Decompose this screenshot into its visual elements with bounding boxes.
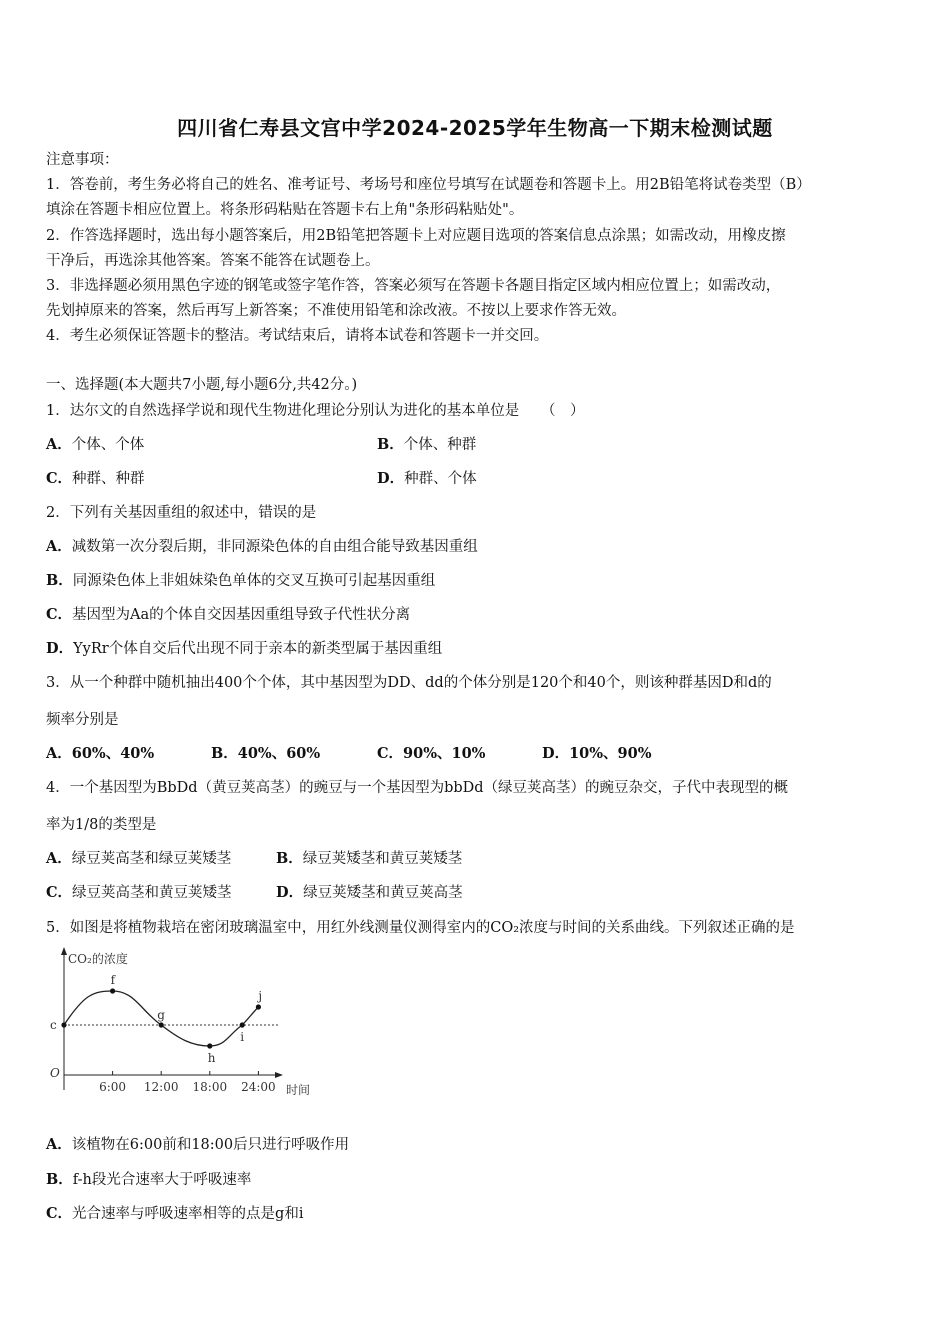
curve-point-f: [110, 988, 115, 993]
x-axis-arrow: [275, 1072, 283, 1078]
point-label-j: j: [258, 989, 263, 1003]
q3-option-c: C．90%、10%: [377, 745, 486, 762]
option-text: 个体、种群: [403, 437, 477, 453]
q4-option-a: [46, 849, 231, 869]
q1-option-b: [377, 435, 476, 455]
option-label: B．: [276, 850, 303, 867]
q2-option-d: [46, 639, 442, 659]
notice-line: 4．考生必须保证答题卡的整洁。考试结束后，请将本试卷和答题卡一并交回。: [46, 328, 549, 344]
option-label: C．: [46, 606, 73, 623]
curve-point-j: [256, 1004, 261, 1009]
question-1-stem: 1．达尔文的自然选择学说和现代生物进化理论分别认为进化的基本单位是 （ ）: [46, 403, 585, 419]
option-label: A．: [46, 436, 72, 453]
option-text: YyRr个体自交后代出现不同于亲本的新类型属于基因重组: [73, 641, 443, 657]
q3-option-b: B．40%、60%: [211, 745, 321, 762]
option-text: 基因型为Aa的个体自交因基因重组导致子代性状分离: [72, 607, 411, 623]
curve-point-h: [207, 1043, 212, 1048]
chart-axes: [50, 947, 310, 1097]
page-title: 四川省仁寿县文宫中学2024-2025学年生物高一下期末检测试题: [177, 116, 773, 140]
point-label-i: i: [240, 1030, 245, 1044]
q3-option-d: D．10%、90%: [542, 745, 652, 762]
q5-option-b: [46, 1170, 251, 1190]
curve-point-c: [61, 1022, 66, 1027]
option-label: A．: [46, 850, 72, 867]
question-2-stem: 2．下列有关基因重组的叙述中，错误的是: [46, 505, 317, 521]
y-axis-arrow: [61, 947, 67, 955]
x-axis-label: 时间: [286, 1083, 311, 1097]
option-label: A．: [46, 1136, 72, 1153]
notice-line: 2．作答选择题时，选出每小题答案后，用2B铅笔把答题卡上对应题目选项的答案信息点涂黑；如需改动，用橡皮擦: [46, 228, 786, 244]
q1-option-a: [46, 435, 144, 455]
q2-option-b: [46, 571, 435, 591]
notice-heading: 注意事项：: [46, 152, 119, 168]
point-label-f: f: [110, 973, 116, 987]
notice-line: 3．非选择题必须用黑色字迹的钢笔或签字笔作答，答案必须写在答题卡各题目指定区域内相应位置上；如需改动，: [46, 278, 781, 294]
option-text: 绿豆荚矮茎和黄豆荚高茎: [303, 885, 463, 901]
option-text: 绿豆荚矮茎和黄豆荚矮茎: [302, 851, 463, 867]
q1-option-c: [46, 469, 145, 489]
option-text: 绿豆荚高茎和绿豆荚矮茎: [71, 851, 232, 867]
q2-option-a: [46, 537, 478, 557]
x-tick-label: 6:00: [99, 1080, 127, 1094]
option-text: 减数第一次分裂后期，非同源染色体的自由组合能导致基因重组: [71, 539, 478, 555]
x-tick-label: 24:00: [241, 1080, 276, 1094]
q4-option-c: [46, 883, 232, 903]
section-heading: 一、选择题(本大题共7小题,每小题6分,共42分。): [46, 377, 358, 393]
q4-option-d: [276, 883, 463, 903]
option-text: 种群、种群: [72, 471, 145, 487]
curve-point-g: [159, 1022, 164, 1027]
q4-option-b: [276, 849, 462, 869]
option-text: 该植物在6:00前和18:00后只进行呼吸作用: [71, 1137, 350, 1153]
option-text: 个体、个体: [71, 437, 145, 453]
q2-option-c: [46, 605, 410, 625]
option-label: D．: [46, 640, 74, 657]
baseline-label: c: [50, 1018, 57, 1032]
option-label: A．: [46, 538, 72, 555]
curve-point-i: [240, 1022, 245, 1027]
notice-line: 干净后，再选涂其他答案。答案不能答在试题卷上。: [46, 253, 380, 269]
point-label-g: g: [157, 1008, 165, 1022]
co2-concentration-chart: [40, 945, 340, 1105]
option-text: f-h段光合速率大于呼吸速率: [72, 1172, 252, 1188]
option-label: D．: [377, 470, 405, 487]
x-tick-label: 18:00: [192, 1080, 228, 1094]
y-axis-label: CO₂的浓度: [68, 952, 128, 966]
option-text: 光合速率与呼吸速率相等的点是g和i: [72, 1206, 304, 1222]
x-tick-label: 12:00: [143, 1080, 179, 1094]
q1-option-d: [377, 469, 477, 489]
option-label: C．: [46, 470, 73, 487]
option-text: 绿豆荚高茎和黄豆荚矮茎: [72, 885, 232, 901]
option-label: B．: [46, 1171, 73, 1188]
notice-line: 1．答卷前，考生务必将自己的姓名、准考证号、考场号和座位号填写在试题卷和答题卡上。用2B铅笔将试卷类型（B）: [46, 177, 811, 193]
question-4-stem: 4．一个基因型为BbDd（黄豆荚高茎）的豌豆与一个基因型为bbDd（绿豆荚高茎）的豌豆杂交，子代中表现型的概: [46, 780, 789, 796]
option-label: B．: [46, 572, 73, 589]
q3-option-a: A．60%、40%: [46, 745, 155, 762]
question-4-stem-cont: 率为1/8的类型是: [46, 817, 157, 833]
option-label: B．: [377, 436, 404, 453]
option-text: 同源染色体上非姐妹染色单体的交叉互换可引起基因重组: [72, 573, 436, 589]
option-label: C．: [46, 1205, 73, 1222]
question-3-stem-cont: 频率分别是: [46, 712, 119, 728]
option-label: D．: [276, 884, 304, 901]
option-text: 种群、个体: [404, 471, 477, 487]
option-label: C．: [46, 884, 73, 901]
origin-label: O: [50, 1066, 60, 1080]
point-label-h: h: [207, 1051, 216, 1065]
notice-line: 填涂在答题卡相应位置上。将条形码粘贴在答题卡右上角"条形码粘贴处"。: [46, 202, 524, 218]
question-3-stem: 3．从一个种群中随机抽出400个个体，其中基因型为DD、dd的个体分别是120个和40个，则该种群基因D和d的: [46, 675, 772, 691]
notice-line: 先划掉原来的答案，然后再写上新答案；不准使用铅笔和涂改液。不按以上要求作答无效。: [46, 303, 626, 319]
q5-option-a: [46, 1135, 349, 1155]
question-5-stem: 5．如图是将植物栽培在密闭玻璃温室中，用红外线测量仪测得室内的CO₂浓度与时间的关系曲线。下列叙述正确的是: [46, 920, 795, 936]
q5-option-c: [46, 1204, 303, 1224]
